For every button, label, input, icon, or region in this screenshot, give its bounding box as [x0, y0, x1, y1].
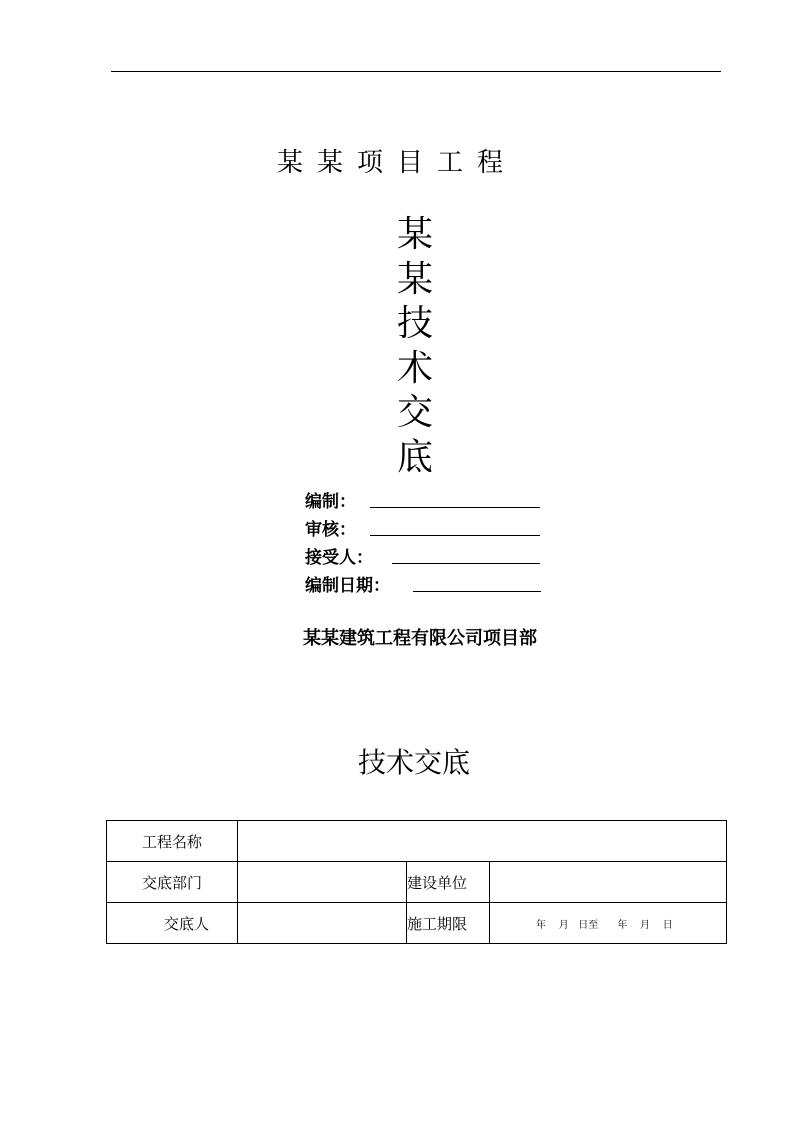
vertical-title-char: 技 — [396, 303, 433, 345]
date-signature-line[interactable] — [413, 591, 541, 592]
vertical-title-char: 某 — [396, 258, 433, 300]
header-rule — [111, 71, 721, 72]
presenter-label: 交底人 — [107, 903, 238, 944]
construction-unit-cell[interactable] — [490, 862, 727, 903]
reviewer-signature-line[interactable] — [370, 535, 540, 536]
table-row — [107, 821, 727, 862]
reviewer-label: 审核： — [305, 520, 356, 540]
company-name: 某某建筑工程有限公司项目部 — [303, 628, 537, 649]
department-label: 交底部门 — [107, 862, 238, 903]
vertical-title-char: 术 — [396, 347, 433, 389]
compiler-label: 编制： — [305, 492, 356, 512]
receiver-signature-line[interactable] — [392, 563, 540, 564]
vertical-title-char: 某 — [396, 214, 433, 255]
period-value: 年 月 日至 年 月 日 — [536, 920, 673, 931]
table-row — [107, 862, 727, 903]
table-row — [107, 903, 727, 944]
sheet-title: 技术交底 — [357, 746, 470, 779]
period-cell[interactable] — [490, 903, 727, 944]
disclosure-info-table — [106, 820, 727, 944]
project-name-label: 工程名称 — [107, 821, 238, 862]
project-name-cell[interactable] — [238, 821, 727, 862]
vertical-title-char: 底 — [396, 436, 433, 478]
project-title: 某某项目工程 — [276, 148, 517, 178]
presenter-cell[interactable] — [238, 903, 407, 944]
department-cell[interactable] — [238, 862, 407, 903]
date-label: 编制日期： — [305, 576, 390, 596]
receiver-label: 接受人： — [305, 548, 373, 568]
vertical-title-char: 交 — [396, 392, 433, 434]
construction-unit-label: 建设单位 — [407, 862, 490, 903]
vertical-title — [380, 213, 450, 481]
period-label: 施工期限 — [407, 903, 490, 944]
compiler-signature-line[interactable] — [370, 507, 540, 508]
